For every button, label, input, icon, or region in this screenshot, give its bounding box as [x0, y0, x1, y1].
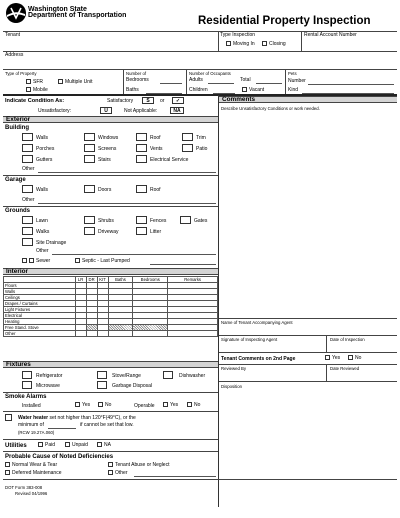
building-patio-label: Patio — [196, 146, 208, 152]
interior-cell[interactable] — [108, 331, 133, 337]
interior-row-label: Heating — [4, 319, 76, 325]
interior-row-label: Free Stand. Stove — [4, 325, 76, 331]
deficiencies-title: Probable Cause of Noted Deficiencies — [5, 454, 114, 460]
interior-col-header: KIT — [97, 277, 108, 283]
interior-table — [3, 276, 218, 337]
fixtures-header — [3, 361, 218, 368]
pets-kind-label: Kind — [288, 87, 299, 93]
interior-cell[interactable] — [168, 331, 218, 337]
building-vents-checkbox[interactable] — [136, 144, 147, 152]
sfr-label: SFR — [33, 79, 43, 85]
utilities-title: Utilities — [5, 443, 27, 449]
indicate-condition-label: Indicate Condition As: — [5, 98, 65, 104]
interior-row-label: Ceilings — [4, 295, 76, 301]
satisfactory-label: Satisfactory — [107, 98, 134, 104]
vacant-checkbox[interactable] — [242, 87, 264, 93]
tenant-agent-label: Name of Tenant Accompanying Agent — [221, 320, 293, 325]
refrigerator-checkbox[interactable] — [22, 371, 32, 379]
water-heater-checkbox[interactable] — [5, 414, 12, 421]
building-windows-checkbox[interactable] — [84, 133, 95, 141]
moving-in-checkbox[interactable] — [226, 41, 255, 47]
sfr-checkbox[interactable] — [26, 79, 43, 85]
grounds-other-label: Other — [36, 248, 49, 254]
utilities-na-checkbox[interactable] — [97, 442, 111, 448]
building-roof-label: Roof — [150, 135, 161, 141]
septic-checkbox[interactable] — [75, 258, 130, 264]
exterior-header — [3, 116, 218, 123]
tenant-comments-label: Tenant Comments on 2nd Page — [221, 356, 296, 362]
interior-row-label: Electrical — [4, 313, 76, 319]
page-title: Residential Property Inspection — [198, 15, 371, 27]
grounds-label: Grounds — [5, 208, 30, 214]
garage-roof-label: Roof — [150, 187, 161, 193]
interior-row-label: Light Fixtures — [4, 307, 76, 313]
water-heater-minimum-label: minimum of — [18, 422, 44, 428]
closing-checkbox[interactable] — [262, 41, 286, 47]
grounds-driveway-label: Driveway — [98, 229, 119, 235]
smoke-installed-label: Installed — [22, 403, 41, 409]
stove-range-checkbox[interactable] — [97, 371, 107, 379]
operable-yes-checkbox[interactable] — [163, 402, 178, 408]
interior-row-label: Other — [4, 331, 76, 337]
moving-in-label: Moving In — [233, 41, 255, 47]
occupants-label: Number of Occupants — [189, 71, 231, 76]
org-line-2: Department of Transportation — [28, 12, 127, 19]
address-label: Address — [5, 52, 24, 58]
interior-cell[interactable] — [86, 331, 97, 337]
installed-yes-checkbox[interactable] — [75, 402, 90, 408]
water-heater-title: Water heater — [18, 415, 49, 421]
tenant-abuse-label: Tenant Abuse or Neglect — [115, 462, 170, 468]
baths-label: Baths — [126, 87, 139, 93]
interior-col-header: Bedrooms — [133, 277, 168, 283]
tenant-comments-yes-checkbox[interactable] — [325, 355, 340, 361]
grounds-gates-checkbox[interactable] — [180, 216, 191, 224]
garage-doors-label: Doors — [98, 187, 112, 193]
utilities-unpaid-checkbox[interactable] — [65, 442, 88, 448]
interior-col-header: Remarks — [168, 277, 218, 283]
microwave-label: Microwave — [36, 383, 60, 389]
normal-wear-label: Normal Wear & Tear — [12, 462, 58, 468]
grounds-shrubs-checkbox[interactable] — [84, 216, 95, 224]
interior-cell[interactable] — [97, 331, 108, 337]
comments-title: Comments — [222, 96, 256, 103]
building-label: Building — [5, 125, 29, 131]
disposition-label: Disposition — [221, 384, 243, 389]
sewer-checkbox[interactable] — [22, 258, 50, 264]
sewer-label: Sewer — [36, 258, 51, 264]
building-roof-checkbox[interactable] — [136, 133, 147, 141]
interior-title: Interior — [6, 268, 29, 275]
garage-roof-checkbox[interactable] — [136, 185, 147, 193]
children-label: Children — [189, 87, 208, 93]
garage-walls-label: Walls — [36, 187, 49, 193]
grounds-site-drainage-checkbox[interactable] — [22, 238, 33, 246]
interior-cell[interactable] — [75, 331, 86, 337]
tenant-comments-yes-label: Yes — [332, 355, 341, 361]
form-revised: Revised 04/1996 — [15, 491, 48, 496]
grounds-litter-label: Litter — [150, 229, 162, 235]
deficiency-other-checkbox[interactable] — [108, 470, 128, 476]
comments-description: Describe Unsatisfactory Conditions or work needed. — [221, 106, 320, 111]
building-trim-checkbox[interactable] — [182, 133, 193, 141]
date-reviewed-label: Date Reviewed — [330, 366, 360, 371]
grounds-lawn-checkbox[interactable] — [22, 216, 33, 224]
building-stairs-label: Stairs — [98, 157, 111, 163]
total-label: Total — [240, 77, 251, 83]
building-patio-checkbox[interactable] — [182, 144, 193, 152]
pets-label: Pets — [288, 71, 297, 76]
building-screens-label: Screens — [98, 146, 117, 152]
building-stairs-checkbox[interactable] — [84, 155, 95, 163]
tenant-label: Tenant — [5, 32, 21, 38]
building-electrical-service-checkbox[interactable] — [136, 155, 147, 163]
adults-label: Adults — [189, 77, 203, 83]
interior-cell[interactable] — [133, 331, 168, 337]
type-inspection-label: Type Inspection — [220, 32, 256, 38]
unsatisfactory-label: Unsatisfactory: — [38, 108, 72, 114]
pets-number-label: Number — [288, 78, 306, 84]
utilities-paid-checkbox[interactable] — [38, 442, 55, 448]
building-windows-label: Windows — [98, 135, 119, 141]
multiple-unit-label: Multiple Unit — [65, 79, 93, 85]
date-inspection-label: Date of Inspection — [330, 337, 365, 342]
building-screens-checkbox[interactable] — [84, 144, 95, 152]
grounds-walks-checkbox[interactable] — [22, 227, 33, 235]
smoke-alarms-title: Smoke Alarms — [5, 394, 47, 400]
building-trim-label: Trim — [196, 135, 206, 141]
comments-header — [219, 96, 397, 103]
septic-label: Septic - Last Pumped — [82, 258, 130, 264]
rental-account-label: Rental Account Number — [304, 32, 357, 38]
interior-row-label: Drapes / Curtains — [4, 301, 76, 307]
operable-no-label: No — [194, 402, 201, 408]
type-of-property-label: Type of Property — [5, 71, 37, 76]
garage-walls-checkbox[interactable] — [22, 185, 33, 193]
mobile-checkbox[interactable] — [26, 87, 48, 93]
or-label: or — [160, 98, 165, 104]
utilities-unpaid-label: Unpaid — [72, 442, 88, 448]
org-line-1: Washington State — [28, 6, 87, 13]
grounds-shrubs-label: Shrubs — [98, 218, 114, 224]
satisfactory-s-box: S — [142, 97, 154, 104]
installed-yes-label: Yes — [82, 402, 91, 408]
water-heater-text: set not higher than 120°F(49°C), or the — [49, 415, 136, 421]
installed-no-label: No — [105, 402, 112, 408]
deferred-maintenance-label: Deferred Maintenance — [12, 470, 62, 476]
multiple-unit-checkbox[interactable] — [58, 79, 93, 85]
grounds-fences-checkbox[interactable] — [136, 216, 147, 224]
building-porches-label: Porches — [36, 146, 55, 152]
smoke-operable-label: Operable — [134, 403, 155, 409]
building-other-label: Other — [22, 166, 35, 172]
stove-range-label: Stove/Range — [112, 373, 141, 379]
refrigerator-label: Refrigerator — [36, 373, 63, 379]
water-heater-line-2: if cannot be set that low. — [80, 422, 134, 428]
number-of-label: Number of — [126, 71, 147, 76]
grounds-lawn-label: Lawn — [36, 218, 48, 224]
grounds-driveway-checkbox[interactable] — [84, 227, 95, 235]
normal-wear-checkbox[interactable] — [5, 462, 57, 468]
grounds-walks-label: Walks — [36, 229, 50, 235]
tenant-abuse-checkbox[interactable] — [108, 462, 169, 468]
interior-col-header: Baths — [108, 277, 133, 283]
building-vents-label: Vents — [150, 146, 163, 152]
garage-doors-checkbox[interactable] — [84, 185, 95, 193]
utilities-na-label: NA — [104, 442, 111, 448]
building-gutters-checkbox[interactable] — [22, 155, 33, 163]
interior-row-label: Walls — [4, 289, 76, 295]
operable-yes-label: Yes — [170, 402, 179, 408]
bedrooms-label: Bedrooms — [126, 77, 149, 83]
building-gutters-label: Gutters — [36, 157, 53, 163]
deferred-maintenance-checkbox[interactable] — [5, 470, 61, 476]
fixtures-title: Fixtures — [6, 361, 31, 368]
tenant-comments-no-checkbox[interactable] — [348, 355, 361, 361]
deficiency-other-label: Other — [115, 470, 128, 476]
microwave-checkbox[interactable] — [22, 381, 32, 389]
unsatisfactory-u-box: U — [100, 107, 112, 114]
vacant-label: Vacant — [249, 87, 265, 93]
table-row — [4, 331, 218, 337]
rcw-reference: (RCW 19.27A.060) — [18, 430, 55, 435]
wsdot-logo — [5, 2, 27, 24]
dishwasher-label: Dishwasher — [179, 373, 206, 379]
na-box: NA — [170, 107, 184, 114]
tenant-comments-no-label: No — [355, 355, 362, 361]
checkmark-icon: ✓ — [172, 97, 184, 104]
garage-other-label: Other — [22, 197, 35, 203]
reviewed-by-label: Reviewed By — [221, 366, 247, 371]
garage-label: Garage — [5, 177, 26, 183]
closing-label: Closing — [269, 41, 286, 47]
grounds-fences-label: Fences — [150, 218, 167, 224]
utilities-paid-label: Paid — [45, 442, 56, 448]
signature-inspecting-label: Signature of Inspecting Agent — [221, 337, 278, 342]
water-heater-line-1 — [18, 415, 136, 421]
operable-no-checkbox[interactable] — [187, 402, 200, 408]
building-porches-checkbox[interactable] — [22, 144, 33, 152]
interior-header — [3, 268, 218, 275]
mobile-label: Mobile — [33, 87, 48, 93]
building-electrical-service-label: Electrical Service — [150, 157, 189, 163]
garbage-disposal-checkbox[interactable] — [97, 381, 107, 389]
form-number: DOT Form 383-008 — [5, 485, 43, 490]
grounds-gates-label: Gates — [194, 218, 208, 224]
not-applicable-label: Not Applicable: — [124, 108, 158, 114]
grounds-site-drainage-label: Site Drainage — [36, 240, 67, 246]
grounds-litter-checkbox[interactable] — [136, 227, 147, 235]
interior-col-header: DR — [86, 277, 97, 283]
interior-row-label: Floors — [4, 283, 76, 289]
building-walls-checkbox[interactable] — [22, 133, 33, 141]
exterior-title: Exterior — [6, 116, 31, 123]
garbage-disposal-label: Garbage Disposal — [112, 383, 153, 389]
installed-no-checkbox[interactable] — [98, 402, 111, 408]
dishwasher-checkbox[interactable] — [163, 371, 173, 379]
interior-col-header: LR — [75, 277, 86, 283]
building-walls-label: Walls — [36, 135, 49, 141]
